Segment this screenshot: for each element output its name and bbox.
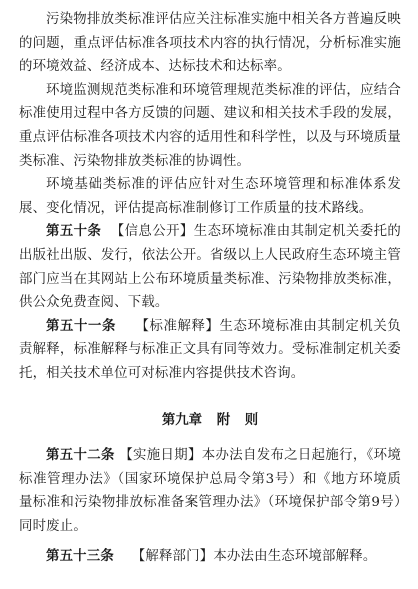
paragraph-basic-standards: 环境基础类标准的评估应针对生态环境管理和标准体系发展、变化情况，评估提高标准制修订工作质量的技术路线。	[19, 177, 401, 216]
article-51-number: 第五十一条	[46, 318, 116, 334]
article-51-tag: 【标准解释】	[135, 318, 220, 334]
article-53-text: 本办法由生态环境部解释。	[213, 549, 377, 565]
article-53-spacer	[114, 549, 132, 564]
article-50-tag: 【信息公开】	[110, 224, 194, 240]
article-50-text: 生态环境标准由其制定机关委托的出版社出版、发行，依法公开。省级以上人民政府生态环境主管部门应当在其网站上公布环境质量类标准、污染物排放类标准，供公众免费查阅、下载。	[19, 224, 401, 311]
article-52-text: 本办法自发布之日起施行，《环境标准管理办法》（国家环境保护总局令第3号）和《地方环境质量标准和污染物排放标准备案管理办法》（环境保护部令第9号）同时废止。	[19, 448, 401, 534]
paragraph-monitoring-standards: 环境监测规范类标准和环境管理规范类标准的评估，应结合标准使用过程中各方反馈的问题、建议和相关技术手段的发展，重点评估标准各项技术内容的适用性和科学性，以及与环境质量类标准、污染物排放类标准的协调性。	[19, 82, 401, 169]
article-50-spacer	[101, 224, 110, 239]
article-51-text: 生态环境标准由其制定机关负责解释，标准解释与标准正文具有同等效力。受标准制定机关委托，相关技术单位可对标准内容提供技术咨询。	[19, 318, 402, 381]
article-50	[19, 220, 401, 314]
article-52-number: 第五十二条	[46, 448, 115, 464]
article-51-spacer	[116, 319, 135, 334]
article-53	[19, 545, 401, 569]
article-53-number: 第五十三条	[46, 549, 114, 565]
article-50-number: 第五十条	[46, 224, 102, 240]
document-page	[19, 8, 401, 569]
article-51	[19, 315, 401, 386]
article-53-tag: 【解释部门】	[131, 549, 214, 565]
article-52	[19, 444, 401, 538]
chapter-heading: 第九章 附 则	[161, 412, 259, 428]
paragraph-pollutant-standards: 污染物排放类标准评估应关注标准实施中相关各方普遍反映的问题，重点评估标准各项技术内容的执行情况，分析标准实施的环境效益、经济成本、达标技术和达标率。	[19, 12, 401, 75]
article-52-tag: 【实施日期】	[119, 448, 202, 464]
